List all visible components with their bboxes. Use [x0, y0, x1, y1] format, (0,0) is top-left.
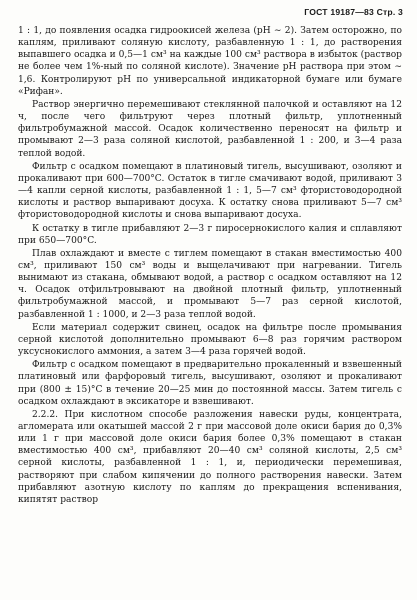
- paragraph-6: Если материал содержит свинец, осадок на фильтре после промывания серной кислотой дополнительно промывают 6—8 раз горячим раствором уксуснокислого аммония, а затем 3—4 раза горячей водой.: [18, 322, 402, 358]
- paragraph-8: 2.2.2. При кислотном способе разложения навески руды, концентрата, агломерата или окатышей массой 2 г при массовой доле окиси бария до 0,3% или 1 г при массовой доле окиси бария более 0,3% помещают в стакан вместимостью 400 см³, прибавляют 20—40 см³ соляной кислоты, 2,5 см³ серной кислоты, разбавленной 1 : 1, и, периодически перемешивая, растворяют при слабом кипячении до полного растворения навески. Затем прибавляют азотную кислоту по каплям до прекращения вспенивания, кипятят раствор: [18, 409, 402, 505]
- page-header: ГОСТ 19187—83 Стр. 3: [304, 7, 403, 17]
- paragraph-1: 1 : 1, до появления осадка гидроокисей железа (pH ∼ 2). Затем осторожно, по каплям, приливают соляную кислоту, разбавленную 1 : 1, до растворения выпавшего осадка и 0,5—1 см³ на каждые 100 см³ раствора в избыток (раствор не более чем 1%-ный по соляной кислоте). Значение pH раствора при этом ∼ 1,6. Контролируют pH по универсальной индикаторной бумаге или бумаге «Рифан».: [18, 26, 402, 97]
- paragraph-2: Раствор энергично перемешивают стеклянной палочкой и оставляют на 12 ч, после чего фильтруют через плотный фильтр, уплотненный фильтробумажной массой. Осадок количественно переносят на фильтр и промывают 2—3 раза соляной кислотой, разбавленной 1 : 200, и 3—4 раза теплой водой.: [18, 99, 402, 159]
- document-body: [18, 25, 402, 507]
- paragraph-4: К остатку в тигле прибавляют 2—3 г пиросернокислого калия и сплавляют при 650—700°C.: [18, 223, 402, 246]
- paragraph-5: Плав охлаждают и вместе с тиглем помещают в стакан вместимостью 400 см³, приливают 150 см³ воды и выщелачивают при нагревании. Тигель вынимают из стакана, обмывают водой, а раствор с осадком оставляют на 12 ч. Осадок отфильтровывают на двойной плотный фильтр, уплотненный фильтробумажной массой, и промывают 5—7 раз серной кислотой, разбавленной 1 : 1000, и 2—3 раза теплой водой.: [18, 248, 402, 320]
- paragraph-7: Фильтр с осадком помещают в предварительно прокаленный и взвешенный платиновый или фарфоровый тигель, высушивают, озоляют и прокаливают при (800 ± 15)°C в течение 20—25 мин до постоянной массы. Затем тигель с осадком охлаждают в эксикаторе и взвешивают.: [18, 360, 402, 407]
- paragraph-3: Фильтр с осадком помещают в платиновый тигель, высушивают, озоляют и прокаливают при 600—700°C. Остаток в тигле смачивают водой, приливают 3—4 капли серной кислоты, разбавленной 1 : 1, 5—7 см³ фтористоводородной кислоты и раствор выпаривают досуха. К остатку снова приливают 5—7 см³ фтористоводородной кислоты и снова выпаривают досуха.: [18, 161, 402, 221]
